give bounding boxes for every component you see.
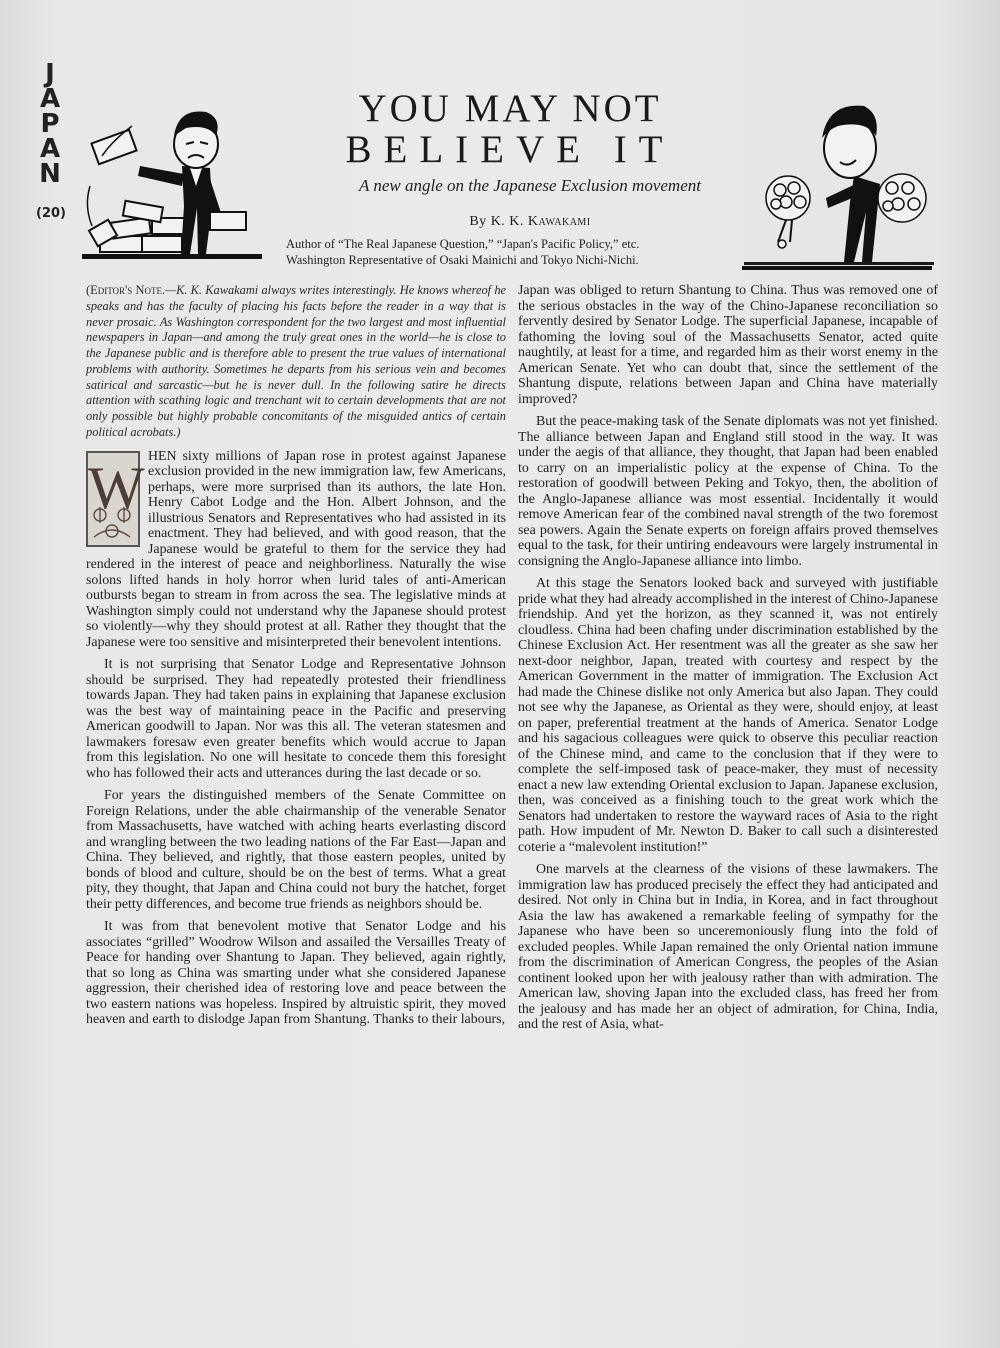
cartoon-man-throwing-bricks-icon	[82, 86, 292, 262]
editor-note-text: —K. K. Kawakami always writes interestingly. He knows whereof he speaks and has the faculty of placing his facts before the reader in a way that is never prosaic. As Washington correspondent for the two largest and most influential newspapers in Japan—and among the truly great ones in the world—he is close to the Japanese public and is therefore able to present the true values of international problems with authority. Sometimes he departs from his serious vein and becomes satirical and sarcastic—but he is never dull. In the following satire he directs attention with scathing logic and trenchant wit to certain developments that are not only possible but highly probable concomitants of the misguided antics of certain political acrobats.)	[86, 283, 507, 439]
logo-letter: J	[45, 59, 55, 89]
logo-letter: N	[39, 159, 61, 189]
credit-line: Washington Representative of Osaki Mainichi and Tokyo Nichi-Nichi.	[286, 253, 639, 267]
japan-vertical-logo	[38, 59, 62, 189]
paragraph: One marvels at the clearness of the visions of these lawmakers. The immigration law has produced precisely the effect they had anticipated and desired. Not only in China but in India, in Korea, and in fact throughout Asia the law has awakened a remarkable feeling of sympathy for the Japanese who have been so unceremoniously flung into the fold of excluded peoples. While Japan remained the only Oriental nation immune from the discrimination of American Congress, the peoples of the Asian continent looked upon her with jealousy rather than with admiration. The American law, shoving Japan into the excluded class, has freed her from the jealousy and has made her an object of admiration, for China, India, and the rest of Asia, what-	[518, 862, 938, 1032]
logo-letter: A	[39, 84, 61, 114]
editor-note-lead: (Editor's Note.	[86, 283, 166, 297]
title-line-2: BELIEVE IT	[345, 128, 675, 171]
paragraph-text: HEN sixty millions of Japan rose in protest against Japanese exclusion provided in the new immigration law, few Americans, perhaps, were more surprised than its authors, the late Hon. Henry Cabot Lodge and the Hon. Albert Johnson, and the illustrious Senators and Representatives who had assisted in its enactment. They had believed, and with good reason, that the Japanese would be grateful to them for the service they had rendered in the interest of peace and neighborliness. Naturally the wise solons lifted hands in holy horror when lurid tales of anti-American outbursts began to stream in from across the sea. The legislative minds at Washington simply could not understand why the Japanese should protest so violently—why they should protest at all. Rather they thought that the Japanese were too sensitive and misinterpreted their benevolent intentions.	[86, 448, 506, 650]
paragraph	[86, 449, 506, 651]
article-subtitle: A new angle on the Japanese Exclusion movement	[359, 176, 701, 195]
right-column	[518, 283, 938, 1033]
byline-author: K. K. Kawakami	[490, 214, 591, 229]
left-column	[86, 283, 506, 1028]
editor-note	[86, 283, 506, 441]
byline	[300, 214, 760, 230]
byline-prefix: By	[469, 214, 491, 229]
paragraph: At this stage the Senators looked back and surveyed with justifiable pride what they had already accomplished in the interest of Chino-Japanese friendship. And yet the horizon, as they scanned it, was not entirely cloudless. China had been chafing under discrimination established by the Chinese Exclusion Act. Her resentment was all the greater as she saw her next-door neighbor, Japan, treated with courtesy and respect by the American Government in the matter of immigration. The Exclusion Act had made the Chinese dislike not only America but also Japan. They could not see why the Japanese, as Oriental as they were, should enjoy, at least on paper, preferential treatment at the hands of America. Senator Lodge and his sagacious colleagues were quick to observe this peculiar reaction of the Chinese mind, and came to the conclusion that if they were to complete the self-imposed task of peace-maker, they must of necessity enact a new law extending Oriental exclusion to Japan. Japanese exclusion, then, was conceived as a finishing touch to the great work which the Senators had undertaken to restore the wayward races of Asia to the right path. How impudent of Mr. Newton D. Baker to call such a disinterested coterie a “malevolent institution!”	[518, 576, 938, 855]
paragraph: It was from that benevolent motive that Senator Lodge and his associates “grilled” Woodrow Wilson and assailed the Versailles Treaty of Peace for handing over Shantung to Japan. They believed, again rightly, that so long as China was smarting under what she considered Japanese aggression, their cherished idea of restoring love and peace between the two eastern nations was hopeless. Inspired by altruistic spirit, they moved heaven and earth to dislodge Japan from Shantung. Thanks to their labours,	[86, 919, 506, 1027]
drop-cap-letter: W	[88, 454, 145, 521]
article-title	[310, 88, 710, 170]
drop-cap	[86, 451, 145, 547]
paragraph: It is not surprising that Senator Lodge and Representative Johnson should be surprised. They had repeatedly protested their friendliness towards Japan. They had taken pains in explaining that Japanese exclusion was the best way of maintaining peace in the Pacific and preserving American goodwill to Japan. Nor was this all. The veteran statesmen and lawmakers foresaw even greater benefits which would accrue to Japan from this legislation. No one will hesitate to concede them this foresight who has followed their acts and utterances during the last decade or so.	[86, 657, 506, 781]
logo-letter: A	[39, 134, 61, 164]
header-rule	[744, 262, 934, 265]
paragraph: Japan was obliged to return Shantung to China. Thus was removed one of the serious obstacles in the way of the Chino-Japanese reconciliation so fervently desired by Senator Lodge. The superficial Japanese, incapable of fathoming the loving soul of the Massachusetts Senator, acted quite naughtily, at least for a time, and regarded him as their worst enemy in the American Senate. Yet who can doubt that, since the settlement of the Shantung dispute, relations between Japan and China have materially improved?	[518, 283, 938, 407]
credit-line: Author of “The Real Japanese Question,” “Japan's Pacific Policy,” etc.	[286, 237, 640, 251]
page-number: (20)	[36, 206, 66, 221]
logo-letter: P	[40, 109, 60, 139]
article-body-right	[518, 283, 938, 1033]
paragraph: For years the distinguished members of the Senate Committee on Foreign Relations, under the able chairmanship of the venerable Senator from Massachusetts, have watched with aching hearts everlasting discord and wrangling between the two leading nations of the Far East—Japan and China. They believed, and rightly, that those eastern peoples, united by bonds of blood and culture, should be on the best of terms. What a great pity, they thought, that Japan and China could not bury the hatchet, forget their petty differences, and become true friends as neighbors should be.	[86, 788, 506, 912]
author-credits	[286, 236, 736, 268]
title-line-1: YOU MAY NOT	[358, 87, 662, 130]
paragraph: But the peace-making task of the Senate diplomats was not yet finished. The alliance between Japan and England still stood in the way. It was under the aegis of that alliance, they thought, that Japan had been enabled to carry on an imperialistic policy at the expense of China. To the restoration of goodwill between Peking and Tokyo, then, the abolition of the Anglo-Japanese alliance was most essential. Incidentally it would remove American fear of the combined naval strength of the two foremost sea powers. Again the Senate experts on foreign affairs proved themselves equal to the task, for their untiring endeavours were largely instrumental in consigning the Anglo-Japanese alliance into limbo.	[518, 414, 938, 569]
cartoon-man-holding-bouquets-icon	[742, 92, 932, 272]
ornament-icon	[90, 503, 134, 541]
article-body-left	[86, 449, 506, 1028]
